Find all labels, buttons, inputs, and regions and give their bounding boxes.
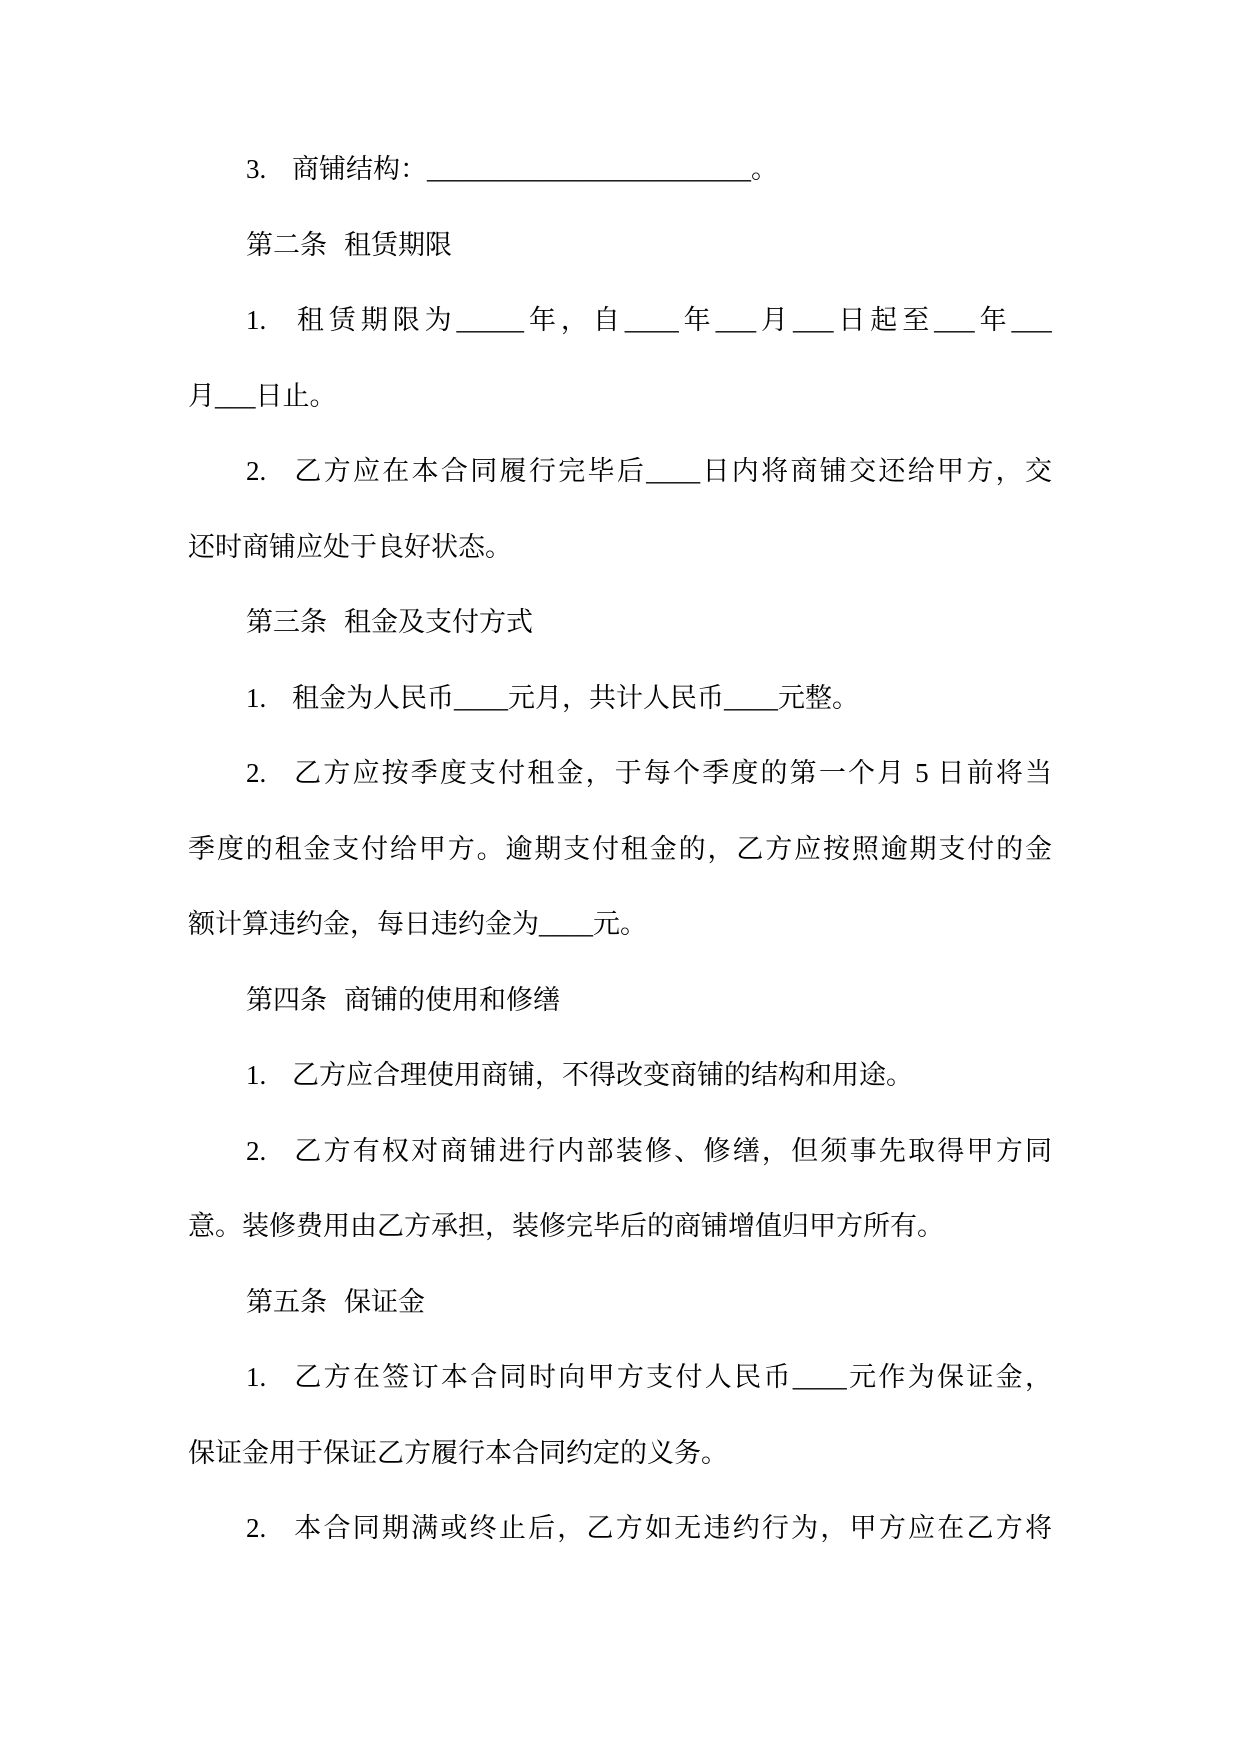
clause-text: 乙方应按季度支付租金，于每个季度的第一个月 5 日前将当 — [292, 758, 1052, 788]
article-title: 租赁期限 — [344, 229, 452, 260]
clause-number: 1. — [246, 1362, 267, 1392]
clause-text: 月___日止。 — [188, 380, 337, 411]
clause-number: 2. — [246, 456, 267, 486]
clause-number: 3. — [246, 154, 267, 184]
clause-line — [188, 1416, 1052, 1492]
article-title: 商铺的使用和修缮 — [344, 984, 560, 1015]
clause-text: 额计算违约金，每日违约金为____元。 — [188, 909, 647, 939]
clause-number: 2. — [246, 1513, 267, 1543]
clause-line — [188, 661, 1052, 737]
clause-line — [188, 1340, 1052, 1416]
clause-line — [188, 359, 1052, 435]
clause-text: 意。装修费用由乙方承担，装修完毕后的商铺增值归甲方所有。 — [188, 1211, 944, 1241]
article-title: 保证金 — [344, 1286, 425, 1317]
clause-line — [188, 1038, 1052, 1114]
article-number: 第四条 — [246, 984, 327, 1015]
clause-number: 1. — [246, 682, 267, 713]
article-heading — [188, 1265, 1052, 1341]
clause-text: 乙方有权对商铺进行内部装修、修缮，但须事先取得甲方同 — [292, 1135, 1052, 1166]
clause-text: 乙方应在本合同履行完毕后____日内将商铺交还给甲方，交 — [292, 456, 1052, 486]
article-number: 第三条 — [246, 607, 327, 637]
clause-line — [188, 887, 1052, 963]
clause-text: 还时商铺应处于良好状态。 — [188, 531, 512, 562]
clause-line — [188, 1114, 1052, 1190]
clause-text: 保证金用于保证乙方履行本合同约定的义务。 — [188, 1437, 728, 1468]
clause-text: 季度的租金支付给甲方。逾期支付租金的，乙方应按照逾期支付的金 — [188, 833, 1052, 864]
clause-text: 租金为人民币____元月，共计人民币____元整。 — [292, 682, 859, 713]
article-number: 第二条 — [246, 229, 327, 260]
clause-number: 2. — [246, 1135, 267, 1166]
clause-text: 商铺结构：________________________。 — [292, 154, 778, 184]
clause-text: 租赁期限为_____年，自____年___月___日起至___年___ — [292, 305, 1052, 335]
clause-line — [188, 434, 1052, 510]
clause-text: 本合同期满或终止后，乙方如无违约行为，甲方应在乙方将 — [292, 1513, 1052, 1543]
clause-line — [188, 1491, 1052, 1567]
clause-line — [188, 736, 1052, 812]
article-title: 租金及支付方式 — [344, 607, 533, 637]
clause-line — [188, 283, 1052, 359]
clause-text: 乙方应合理使用商铺，不得改变商铺的结构和用途。 — [292, 1060, 913, 1090]
contract-body — [188, 132, 1052, 1567]
article-heading — [188, 585, 1052, 661]
article-number: 第五条 — [246, 1286, 327, 1317]
clause-line — [188, 1189, 1052, 1265]
clause-number: 2. — [246, 758, 267, 788]
article-heading — [188, 208, 1052, 284]
clause-line — [188, 812, 1052, 888]
article-heading — [188, 963, 1052, 1039]
clause-text: 乙方在签订本合同时向甲方支付人民币____元作为保证金， — [292, 1362, 1052, 1392]
clause-number: 1. — [246, 305, 267, 335]
clause-number: 1. — [246, 1060, 267, 1090]
clause-line — [188, 132, 1052, 208]
clause-line — [188, 510, 1052, 586]
